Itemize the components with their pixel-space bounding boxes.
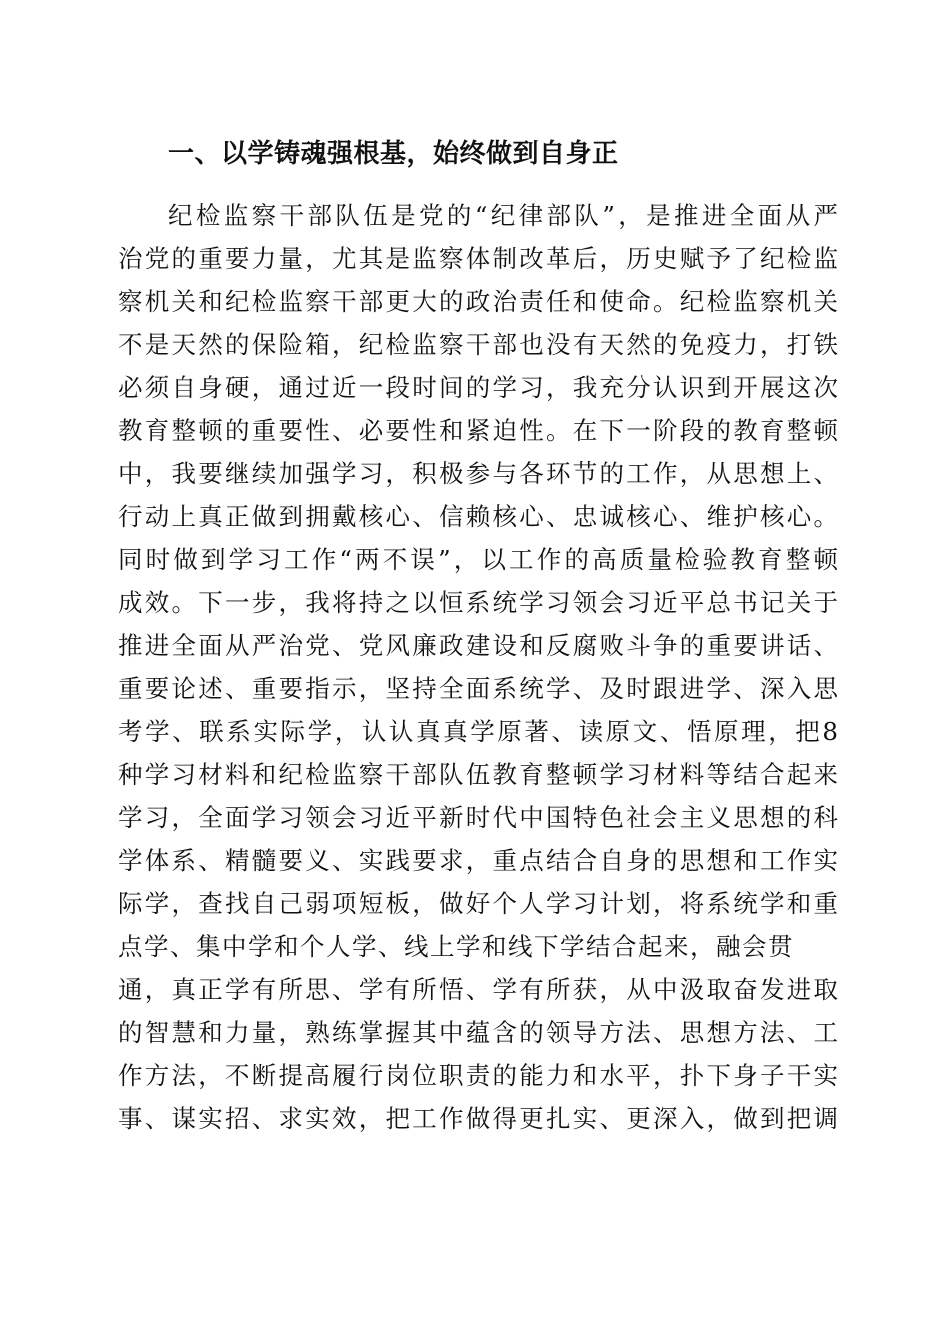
paragraph-line: 同时做到学习工作“两不误”，以工作的高质量检验教育整顿	[118, 545, 838, 574]
paragraph-line: 事、谋实招、求实效，把工作做得更扎实、更深入，做到把调	[118, 1104, 838, 1133]
paragraph-line: 学体系、精髓要义、实践要求，重点结合自身的思想和工作实	[118, 846, 838, 875]
paragraph-line: 纪检监察干部队伍是党的“纪律部队”，是推进全面从严	[168, 201, 838, 230]
paragraph-line: 种学习材料和纪检监察干部队伍教育整顿学习材料等结合起来	[118, 760, 838, 789]
paragraph-line: 必须自身硬，通过近一段时间的学习，我充分认识到开展这次	[118, 373, 838, 402]
paragraph-line: 行动上真正做到拥戴核心、信赖核心、忠诚核心、维护核心。	[118, 502, 838, 531]
paragraph-line: 通，真正学有所思、学有所悟、学有所获，从中汲取奋发进取	[118, 975, 838, 1004]
paragraph-line: 推进全面从严治党、党风廉政建设和反腐败斗争的重要讲话、	[118, 631, 838, 660]
body-paragraph	[118, 194, 838, 1140]
paragraph-line: 考学、联系实际学，认认真真学原著、读原文、悟原理，把8	[118, 717, 838, 746]
paragraph-line: 际学，查找自己弱项短板，做好个人学习计划，将系统学和重	[118, 889, 838, 918]
paragraph-line: 重要论述、重要指示，坚持全面系统学、及时跟进学、深入思	[118, 674, 838, 703]
paragraph-line: 教育整顿的重要性、必要性和紧迫性。在下一阶段的教育整顿	[118, 416, 838, 445]
paragraph-line: 点学、集中学和个人学、线上学和线下学结合起来，融会贯	[118, 932, 794, 961]
paragraph-line: 不是天然的保险箱，纪检监察干部也没有天然的免疫力，打铁	[118, 330, 838, 359]
paragraph-line: 察机关和纪检监察干部更大的政治责任和使命。纪检监察机关	[118, 287, 838, 316]
paragraph-line: 的智慧和力量，熟练掌握其中蕴含的领导方法、思想方法、工	[118, 1018, 838, 1047]
paragraph-line: 学习，全面学习领会习近平新时代中国特色社会主义思想的科	[118, 803, 838, 832]
paragraph-line: 成效。下一步，我将持之以恒系统学习领会习近平总书记关于	[118, 588, 838, 617]
paragraph-line: 治党的重要力量，尤其是监察体制改革后，历史赋予了纪检监	[118, 244, 838, 273]
paragraph-line: 作方法，不断提高履行岗位职责的能力和水平，扑下身子干实	[118, 1061, 838, 1090]
paragraph-line: 中，我要继续加强学习，积极参与各环节的工作，从思想上、	[118, 459, 838, 488]
section-heading: 一、以学铸魂强根基，始终做到自身正	[168, 139, 619, 169]
